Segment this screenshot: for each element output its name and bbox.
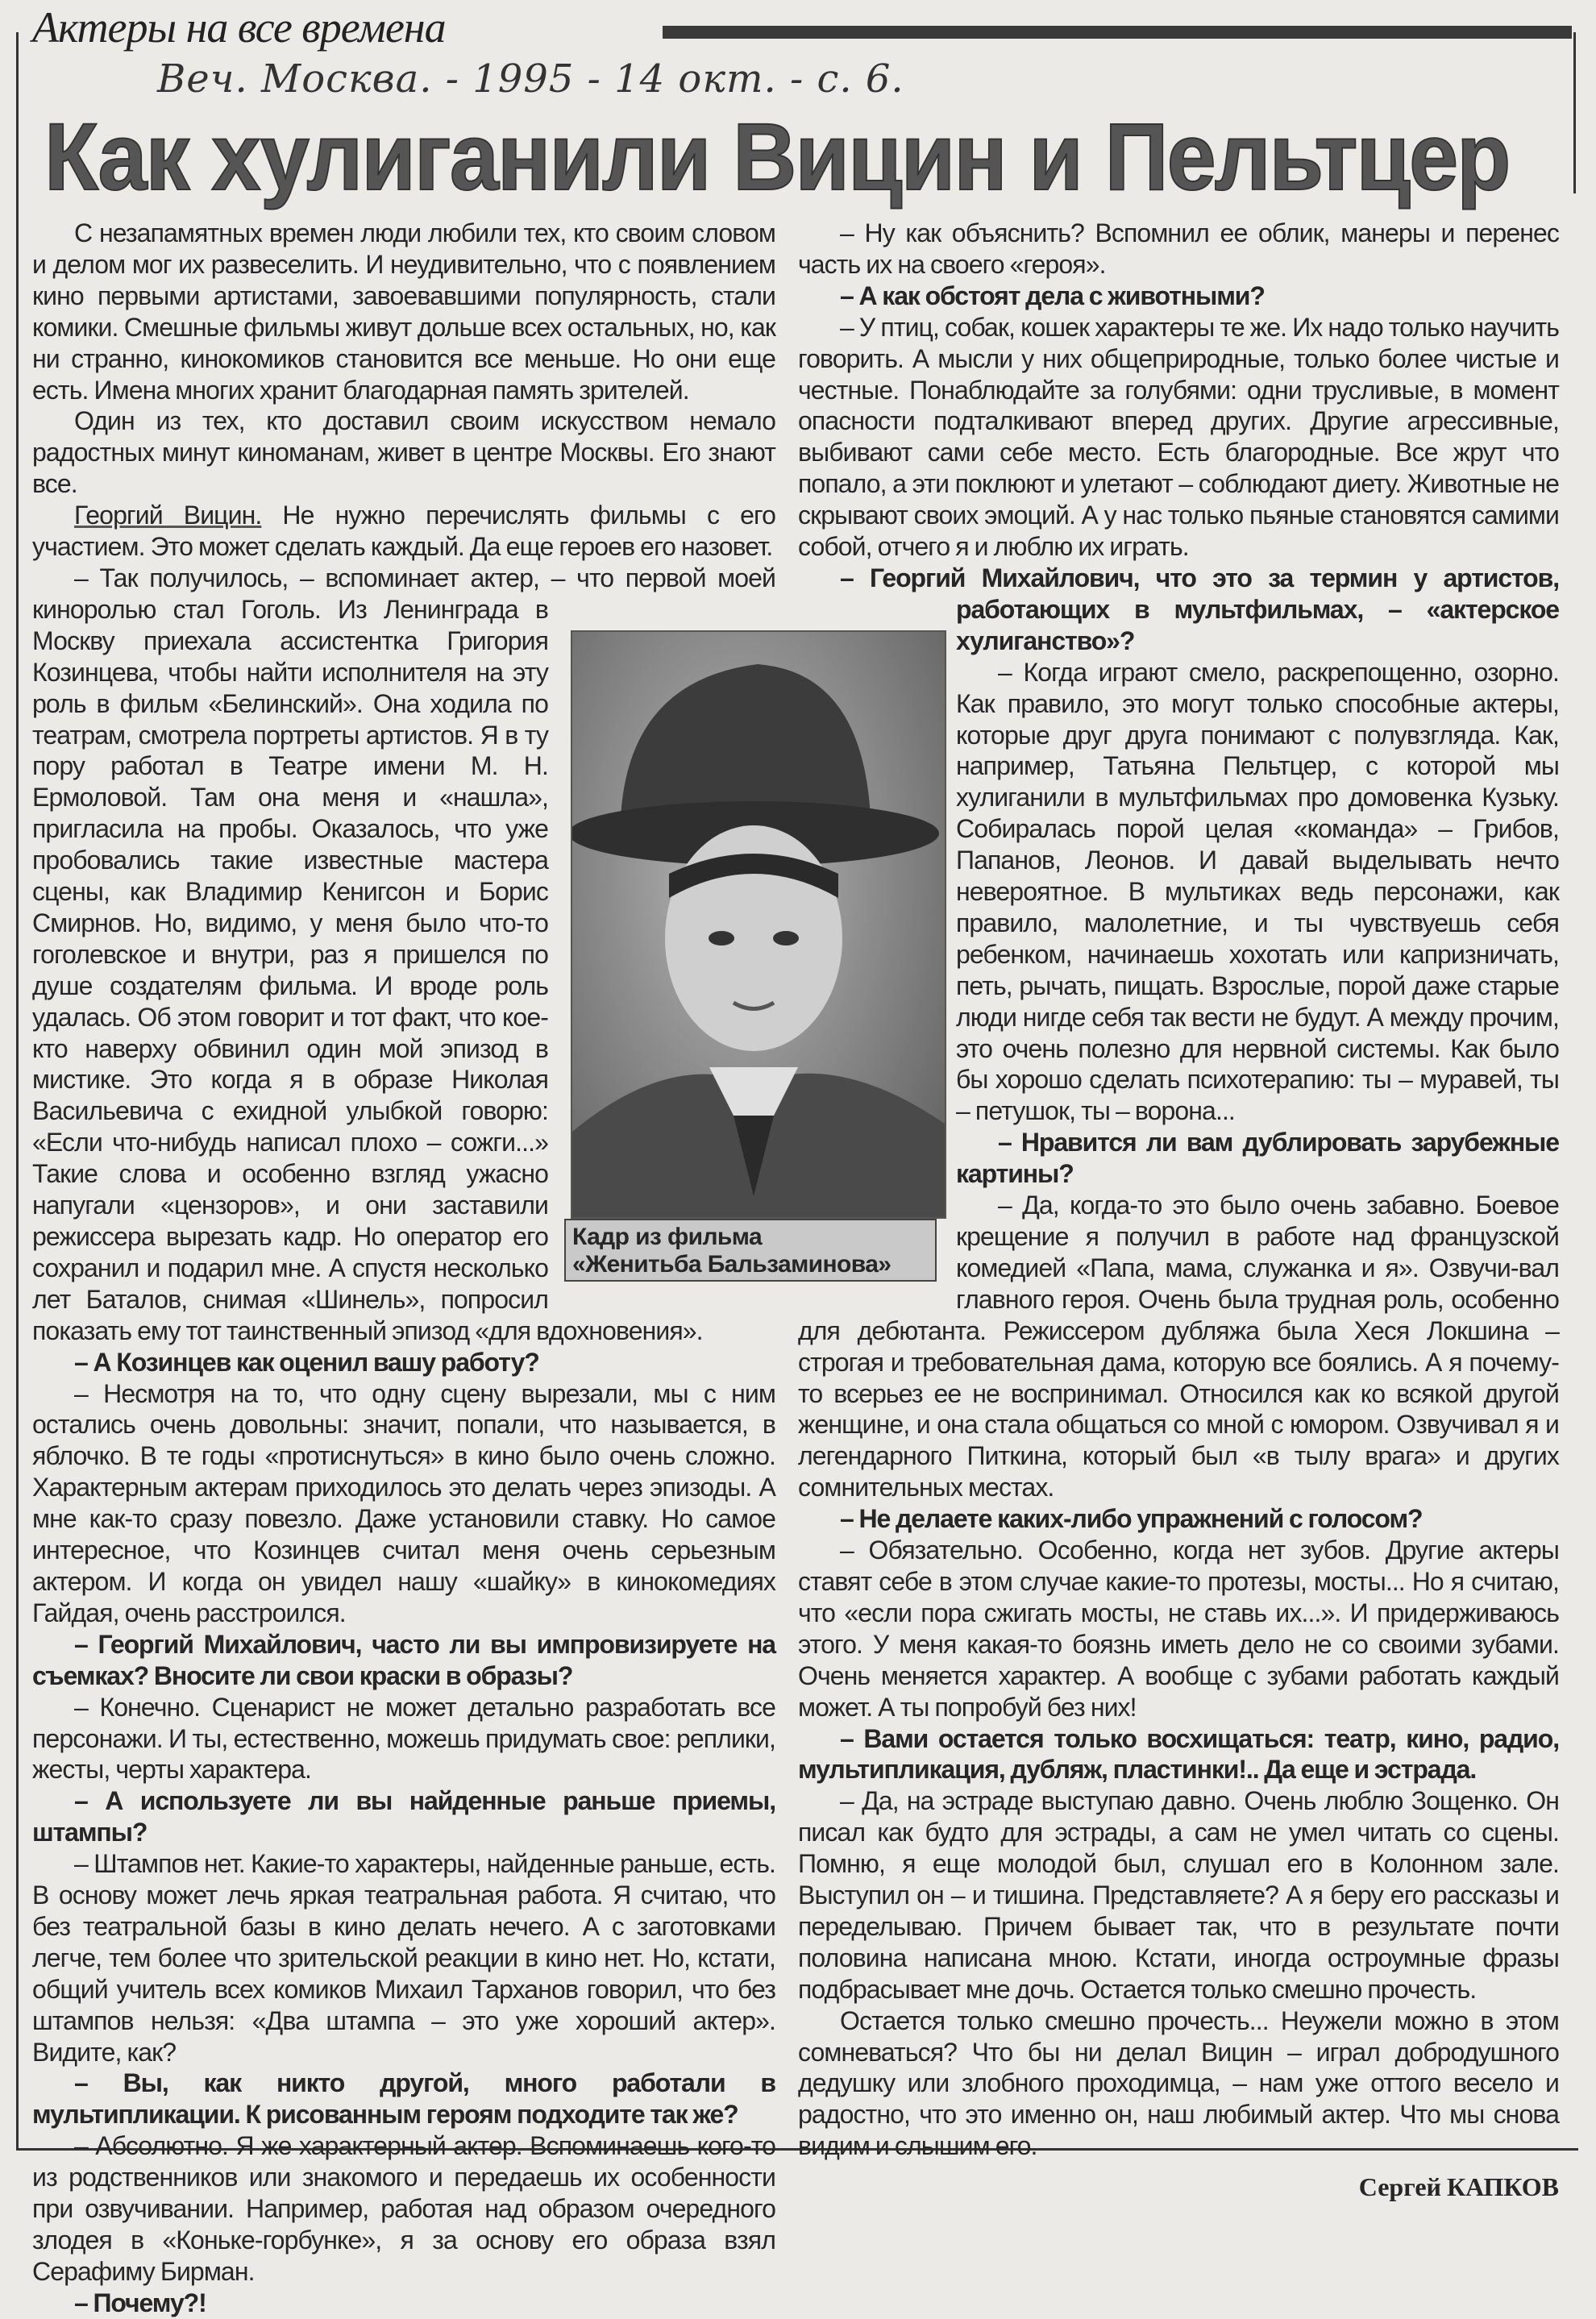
paragraph-text: чтобы найти исполнителя на эту роль в фильм «Белинский». Она ходила по театрам, смотрела портреты артистов. Я в ту пору работал в Театре имени М. Н. Ермоловой. Там она меня и «нашла», пригласила на пробы. Оказалось, что уже пробовались такие известные мастера сцены, как Владимир Кенигсон и Борис Смирнов. Но, видимо, у меня было что-то гоголевское и внутри, раз я пришелся по душе создателям фильма. И вроде роль удалась. Об этом говорит и тот факт, что кое-кто наверху обвинил один мой эпизод в мистике. Это когда я в образе Николая Васильевича с ехидной улыбкой говорю: «Если что-нибудь написал плохо – сожги...» Такие слова и особенно взгляд ужасно напугали «цензоров», и они заставили режиссера вырезать кадр. Но оператор его сохранил и подарил мне. А спустя несколько лет Баталов, снимая «Шинель», попросил показать ему тот таинственный эпизод «для вдохновения».: [32, 657, 703, 1345]
paragraph: Один из тех, кто доставил своим искусством немало радостных минут киноманам, живет в центре Москвы. Его знают все.: [32, 406, 775, 499]
clipping-border-right: [1573, 32, 1576, 193]
interview-question: – Георгий Михайлович, часто ли вы импровизируете на съемках? Вносите ли свои краски в образы?: [32, 1629, 775, 1690]
rubric: Актеры на все времена: [32, 3, 446, 52]
interview-question: – Не делаете каких-либо упражнений с голосом?: [840, 1504, 1423, 1534]
paragraph: – У птиц, собак, кошек характеры те же. Их надо только научить говорить. А мысли у них общеприродные, только более чистые и честные. Понаблюдайте за голубями: одни трусливые, в момент опасности подталкивают вперед других. Другие агрессивные, выбивают сами себе место. Есть благородные. Все жрут что попало, а эти поклюют и улетают – соблюдают диету. Животные не скрывают своих эмоций. А у нас только пьяные становятся самими собой, отчего я и люблю их играть.: [798, 312, 1559, 562]
author-byline: Сергей КАПКОВ: [1358, 2172, 1559, 2202]
interview-question: – Вами остается только восхищаться: театр, кино, радио, мультипликация, дубляж, пластинки!.. Да еще и эстрада.: [798, 1723, 1559, 1785]
paragraph-text: Не нужно перечислять фильмы с его участием. Это может сделать каждый. Да еще героев его назовет.: [32, 501, 775, 562]
paragraph: [32, 500, 775, 563]
paragraph: Остается только смешно прочесть... Неужели можно в этом сомневаться? Что бы ни делал Вицин – играл добродушного дедушку или злобного проходимца, – нам уже оттого весело и радостно, что это именно он, наш любимый актер. Что мы снова видим и слышим его.: [798, 2005, 1559, 2161]
paragraph: – Да, на эстраде выступаю давно. Очень люблю Зощенко. Он писал как будто для эстрады, а сам не умел читать со сцены. Помню, я еще молодой был, слушал его в Колонном зале. Выступил он – и тишина. Представляете? А я беру его рассказы и переделываю. Причем бывает так, что в результате почти половина написана мною. Кстати, иногда остроумные фразы подбрасывает мне дочь. Остается только смешно прочесть.: [798, 1786, 1559, 2004]
caption-line: Кадр из фильма: [572, 1224, 763, 1250]
paragraph: – Абсолютно. Я же характерный актер. Вспоминаешь кого-то из родственников или знакомого и передаешь их особенности при озвучивании. Например, работая над образом очередного злодея в «Коньке-горбунке», я за основу его образа взял Серафиму Бирман.: [32, 2131, 775, 2286]
paragraph: – Ну как объяснить? Вспомнил ее облик, манеры и перенес часть их на своего «героя».: [798, 218, 1559, 279]
paragraph: – Конечно. Сценарист не может детально разработать все персонажи. И ты, естественно, можешь придумать свое: реплики, жесты, черты характера.: [32, 1692, 775, 1785]
paragraph: С незапамятных времен люди любили тех, кто своим словом и делом мог их развеселить. И неудивительно, что с появлением кино первыми артистами, завоевавшими популярность, стали комики. Смешные фильмы живут дольше всех остальных, но, как ни странно, кинокомиков становится все меньше. Но они еще есть. Имена многих хранит благодарная память зрителей.: [32, 218, 775, 405]
film-still-photo: [571, 630, 946, 1219]
article-headline: Как хулиганили Вицин и Пельтцер: [44, 104, 1510, 210]
paragraph-text: вал главного героя. Очень была трудная роль, особенно для дебютанта. Режиссером дубляжа была Хеся Локшина – строгая и требовательная дама, которую все боялись. А я почему-то всерьез ее не воспринимал. Относился как ко всякой другой женщине, и она стала общаться со мной с юмором. Озвучивал я и легендарного Питкина, который был «в тылу врага» и других сомнительных местах.: [798, 1253, 1559, 1502]
interview-question: – Вы, как никто другой, много работали в мультипликации. К рисованным героям подходите так же?: [32, 2068, 775, 2130]
paragraph: – Несмотря на то, что одну сцену вырезали, мы с ним остались очень довольны: значит, попали, что называется, в яблочко. В те годы «протиснуться» в кино было очень сложно. Характерным актерам приходилось это делать через эпизоды. А мне как-то сразу повезло. Даже установили ставку. Но самое интересное, что Козинцев считал меня очень серьезным актером. И когда он увидел нашу «шайку» в кинокомедиях Гайдая, очень расстроился.: [32, 1378, 775, 1627]
handwritten-source-note: Веч. Москва. - 1995 - 14 окт. - с. 6.: [157, 56, 904, 102]
interview-question: – А Козинцев как оценил вашу работу?: [74, 1347, 539, 1377]
interview-question: – Георгий Михайлович, что это за термин у артистов, работающих в мультфильмах, – «актерское хулиганство»?: [840, 563, 1559, 655]
paragraph-text: – Так получилось, – вспоминает актер, – что первой моей киноролью стал Гоголь. Из Ленинграда в Москву приехала ассистентка Григория Козинцева,: [32, 563, 775, 687]
rubric-rule: [663, 26, 1572, 39]
paragraph-text: – Да, когда-то это было очень забавно. Боевое крещение я получил в работе над французской комедией «Папа, мама, служанка и я». Озвучи-: [956, 1191, 1559, 1282]
interview-question: – Почему?!: [74, 2288, 206, 2317]
actor-portrait-illustration: [572, 632, 945, 1217]
paragraph: – Обязательно. Особенно, когда нет зубов. Другие актеры ставят себе в этом случае какие-то протезы, мосты... Но я считаю, что «если пора сжигать мосты, не ставь их...». И придерживаюсь этого. У меня какая-то боязнь иметь дело не со своими зубами. Очень меняется характер. А вообще с зубами работать каждый может. А ты попробуй без них!: [798, 1536, 1559, 1722]
interview-question: – А используете ли вы найденные раньше приемы, штампы?: [32, 1786, 775, 1847]
caption-line: «Женитьба Бальзаминова»: [572, 1251, 892, 1278]
interview-question: – Нравится ли вам дублировать зарубежные картины?: [956, 1128, 1559, 1189]
photo-caption: [564, 1219, 937, 1282]
underlined-name: Георгий Вицин.: [74, 501, 262, 530]
interview-question: – А как обстоят дела с животными?: [840, 281, 1265, 310]
paragraph: – Штампов нет. Какие-то характеры, найденные раньше, есть. В основу может лечь яркая театральная работа. Я считаю, что без театральной базы в кино делать нечего. А с заготовками легче, тем более что зрительской реакции в кино нет. Но, кстати, общий учитель всех комиков Михаил Тарханов говорил, что без штампов нельзя: «Два штампа – это уже хороший актер». Видите, как?: [32, 1849, 775, 2067]
paragraph: – Когда играют смело, раскрепощенно, озорно. Как правило, это могут только способные актеры, которые друг друга понимают с полувзгляда. Как, например, Татьяна Пельтцер, с которой мы хулиганили в мультфильмах про домовенка Кузьку. Собиралась порой целая «команда» – Грибов, Папанов, Леонов. И давай выделывать нечто невероятное. В мультиках ведь персонажи, как правило, малолетние, и ты чувствуешь себя ребенком, начинаешь хохотать или капризничать, петь, рычать, пищать. Взрослые, порой даже старые люди нигде себя так вести не будут. А между прочим, это очень полезно для нервной системы. Как было бы хорошо сделать психотерапию: ты – муравей, ты – петушок, ты – ворона...: [956, 657, 1559, 1126]
